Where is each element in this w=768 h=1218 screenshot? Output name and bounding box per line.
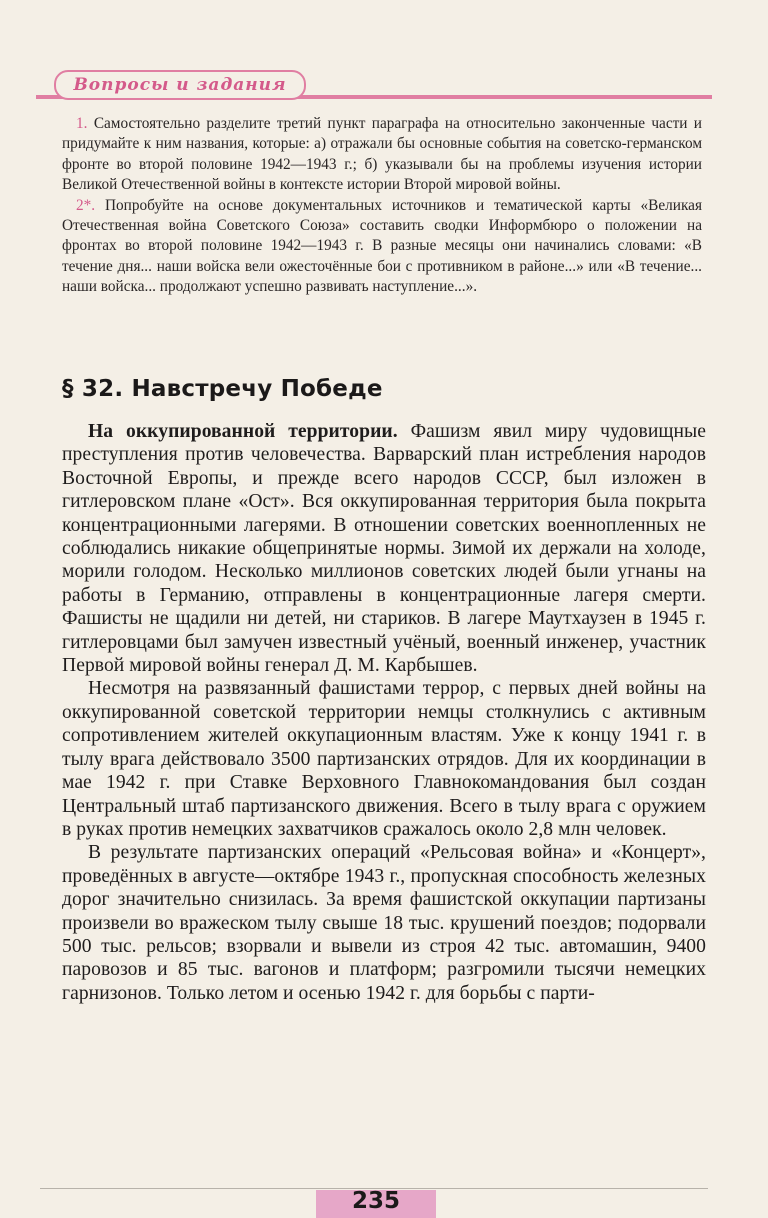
question-item — [62, 114, 702, 196]
questions-list — [62, 114, 702, 298]
question-number: 1. — [76, 115, 88, 132]
question-number: 2*. — [76, 196, 96, 214]
question-text: Самостоятельно разделите третий пункт параграфа на относительно законченные части и придумайте к ним названия, которые: а) отражали бы основные события на советско-германском фронте во второй половине 1942—1943 г.; б) указывали бы на проблемы изучения истории Великой Отечественной войны в контексте истории Второй мировой войны. — [62, 115, 702, 194]
paragraph-text: Фашизм явил миру чудовищные преступления против человечества. Варварский план истребления народов Восточной Европы, и прежде всего народов СССР, был изложен в гитлеровском плане «Ост». Вся оккупированная территория была покрыта концентрационными лагерями. В отношении советских военнопленных не соблюдались никакие общепринятые нормы. Зимой их держали на холоде, морили голодом. Несколько миллионов советских людей были угнаны на работы в Германию, отправлены в концентрационные лагеря смерти. Фашисты не щадили ни детей, ни стариков. В лагере Маутхаузен в 1945 г. гитлеровцами был замучен известный учёный, военный инженер, участник Первой мировой войны генерал Д. М. Карбышев. — [62, 421, 707, 677]
body-paragraph: В результате партизанских операций «Рельсовая война» и «Концерт», проведённых в августе—октябре 1943 г., пропускная способность железных дорог значительно снизилась. За время фашистской оккупации партизаны произвели во вражеском тылу свыше 18 тыс. крушений поездов; подорвали 500 тыс. рельсов; взорвали и вывели из строя 42 тыс. автомашин, 9400 паровозов и 85 тыс. вагонов и платформ; разгромили тысячи немецких гарнизонов. Только летом и осенью 1942 г. для борьбы с парти- — [62, 842, 706, 1004]
page-number: 235 — [351, 1188, 400, 1214]
question-item — [62, 196, 702, 298]
body-paragraph — [62, 420, 706, 677]
section-body — [62, 420, 706, 1005]
body-paragraph: Несмотря на развязанный фашистами террор, с первых дней войны на оккупированной советской территории немцы столкнулись с активным сопротивлением жителей оккупационным властям. Уже к концу 1941 г. в тылу врага действовало 3500 партизанских отрядов. Для их координации в мае 1942 г. при Ставке Верховного Главнокомандования был создан Центральный штаб партизанского движения. Всего в тылу врага с оружием в руках против немецких захватчиков сражалось около 2,8 млн человек. — [62, 678, 706, 840]
section-title: § 32. Навстречу Победе — [62, 376, 383, 402]
questions-header-label: Вопросы и задания — [54, 70, 306, 100]
question-text: Попробуйте на основе документальных источников и тематической карты «Великая Отечественная война Советского Союза» составить сводки Информбюро о положении на фронтах во второй половине 1942—1943 г. В разные месяцы они начинались словами: «В течение дня... наши войска вели ожесточённые бои с противником в районе...» или «В течение... наши войска... продолжают успешно развивать наступление...». — [62, 196, 702, 296]
questions-header — [36, 68, 712, 104]
subheading: На оккупированной территории. — [88, 421, 398, 442]
